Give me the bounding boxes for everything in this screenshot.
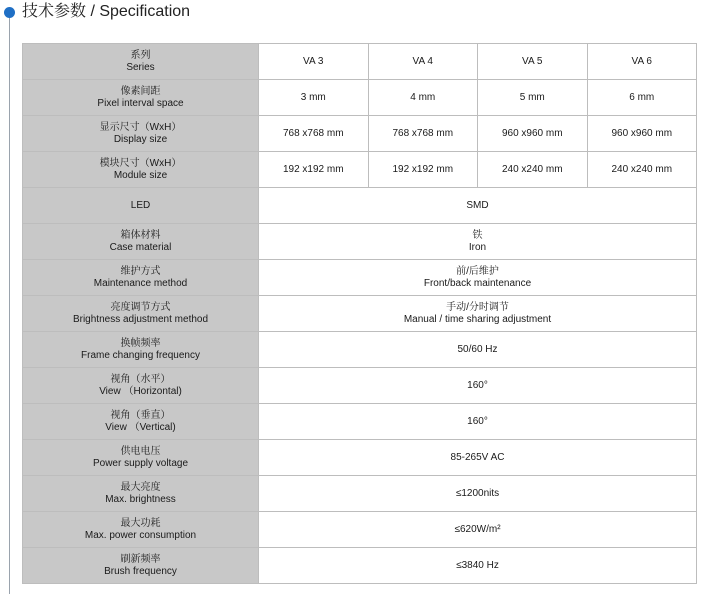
row-label	[23, 260, 259, 296]
table-row	[23, 476, 697, 512]
label-en: Module size	[113, 169, 168, 181]
value-en: 85-265V AC	[450, 451, 505, 463]
series-cell: VA 6	[587, 44, 697, 80]
value-cell: 4 mm	[368, 80, 478, 116]
label-en: Max. brightness	[105, 493, 176, 505]
row-label	[23, 296, 259, 332]
value-cell	[259, 512, 697, 548]
table-row	[23, 548, 697, 584]
value-cell	[259, 440, 697, 476]
row-label	[23, 188, 259, 224]
value-en: Iron	[468, 241, 487, 253]
label-en: Brightness adjustment method	[72, 313, 209, 325]
series-cell: VA 3	[259, 44, 369, 80]
label-cn: 视角（垂直）	[110, 409, 171, 421]
value-en: 160°	[467, 379, 488, 391]
row-label	[23, 440, 259, 476]
value-cell	[259, 224, 697, 260]
table-row	[23, 116, 697, 152]
value-cell: 960 x960 mm	[478, 116, 588, 152]
table-row	[23, 440, 697, 476]
row-label	[23, 512, 259, 548]
row-label	[23, 368, 259, 404]
value-cell: 192 x192 mm	[259, 152, 369, 188]
row-label	[23, 476, 259, 512]
series-cell: VA 4	[368, 44, 478, 80]
label-cn: 最大亮度	[120, 481, 161, 493]
value-cn: 手动/分时调节	[446, 301, 509, 313]
label-cn: 模块尺寸（WxH）	[99, 157, 182, 169]
table-row	[23, 512, 697, 548]
row-label	[23, 404, 259, 440]
row-label	[23, 332, 259, 368]
value-cell	[259, 188, 697, 224]
value-cell: 240 x240 mm	[478, 152, 588, 188]
label-cn: 最大功耗	[120, 517, 161, 529]
label-en: Display size	[113, 133, 168, 145]
label-cn: 像素间距	[120, 85, 161, 97]
value-cell	[259, 296, 697, 332]
label-en: Brush frequency	[104, 565, 177, 577]
label-cn: 刷新频率	[120, 553, 161, 565]
value-cell	[259, 332, 697, 368]
label-cn: 系列	[130, 49, 151, 61]
label-cn: 供电电压	[120, 445, 161, 457]
row-label	[23, 224, 259, 260]
table-row	[23, 152, 697, 188]
specification-table	[22, 43, 697, 584]
value-cell: 768 x768 mm	[259, 116, 369, 152]
value-en: 160°	[467, 415, 488, 427]
bullet-dot-icon	[4, 7, 15, 18]
row-label	[23, 152, 259, 188]
label-en: Maintenance method	[93, 277, 188, 289]
value-cell	[259, 368, 697, 404]
value-cell	[259, 476, 697, 512]
section-title: 技术参数 / Specification	[22, 3, 191, 20]
table-row	[23, 260, 697, 296]
table-row	[23, 404, 697, 440]
table-row	[23, 188, 697, 224]
label-en: Series	[126, 61, 155, 73]
table-row-series	[23, 44, 697, 80]
value-cell	[259, 548, 697, 584]
table-row	[23, 296, 697, 332]
label-en: View （Vertical)	[105, 421, 176, 433]
label-en: Pixel interval space	[97, 97, 184, 109]
label-cn: 维护方式	[120, 265, 161, 277]
table-row	[23, 80, 697, 116]
value-cell: 192 x192 mm	[368, 152, 478, 188]
label-en: View （Horizontal)	[99, 385, 182, 397]
label-cn: 箱体材料	[120, 229, 161, 241]
value-en: ≤620W/m²	[454, 523, 501, 535]
row-label	[23, 44, 259, 80]
value-cell: 768 x768 mm	[368, 116, 478, 152]
row-label	[23, 116, 259, 152]
table-row	[23, 332, 697, 368]
value-cell: 5 mm	[478, 80, 588, 116]
value-en: ≤3840 Hz	[456, 559, 499, 571]
label-en: Frame changing frequency	[81, 349, 200, 361]
label-cn: 亮度调节方式	[110, 301, 171, 313]
label-en: LED	[130, 199, 151, 211]
row-label	[23, 548, 259, 584]
table-row	[23, 368, 697, 404]
label-cn: 显示尺寸（WxH）	[99, 121, 182, 133]
value-cn: 铁	[472, 229, 483, 241]
label-cn: 换帧频率	[120, 337, 161, 349]
value-en: ≤1200nits	[455, 487, 500, 499]
value-cell: 240 x240 mm	[587, 152, 697, 188]
value-en: 50/60 Hz	[457, 343, 498, 355]
timeline-line	[9, 14, 10, 594]
value-cn: 前/后维护	[456, 265, 499, 277]
table-row	[23, 224, 697, 260]
value-en: Front/back maintenance	[423, 277, 532, 289]
value-cell: 3 mm	[259, 80, 369, 116]
value-cell	[259, 260, 697, 296]
value-en: SMD	[466, 199, 489, 211]
label-en: Max. power consumption	[84, 529, 197, 541]
row-label	[23, 80, 259, 116]
value-cell: 6 mm	[587, 80, 697, 116]
value-cell	[259, 404, 697, 440]
series-cell: VA 5	[478, 44, 588, 80]
label-cn: 视角（水平）	[110, 373, 171, 385]
label-en: Power supply voltage	[92, 457, 189, 469]
value-en: Manual / time sharing adjustment	[403, 313, 552, 325]
value-cell: 960 x960 mm	[587, 116, 697, 152]
label-en: Case material	[109, 241, 172, 253]
